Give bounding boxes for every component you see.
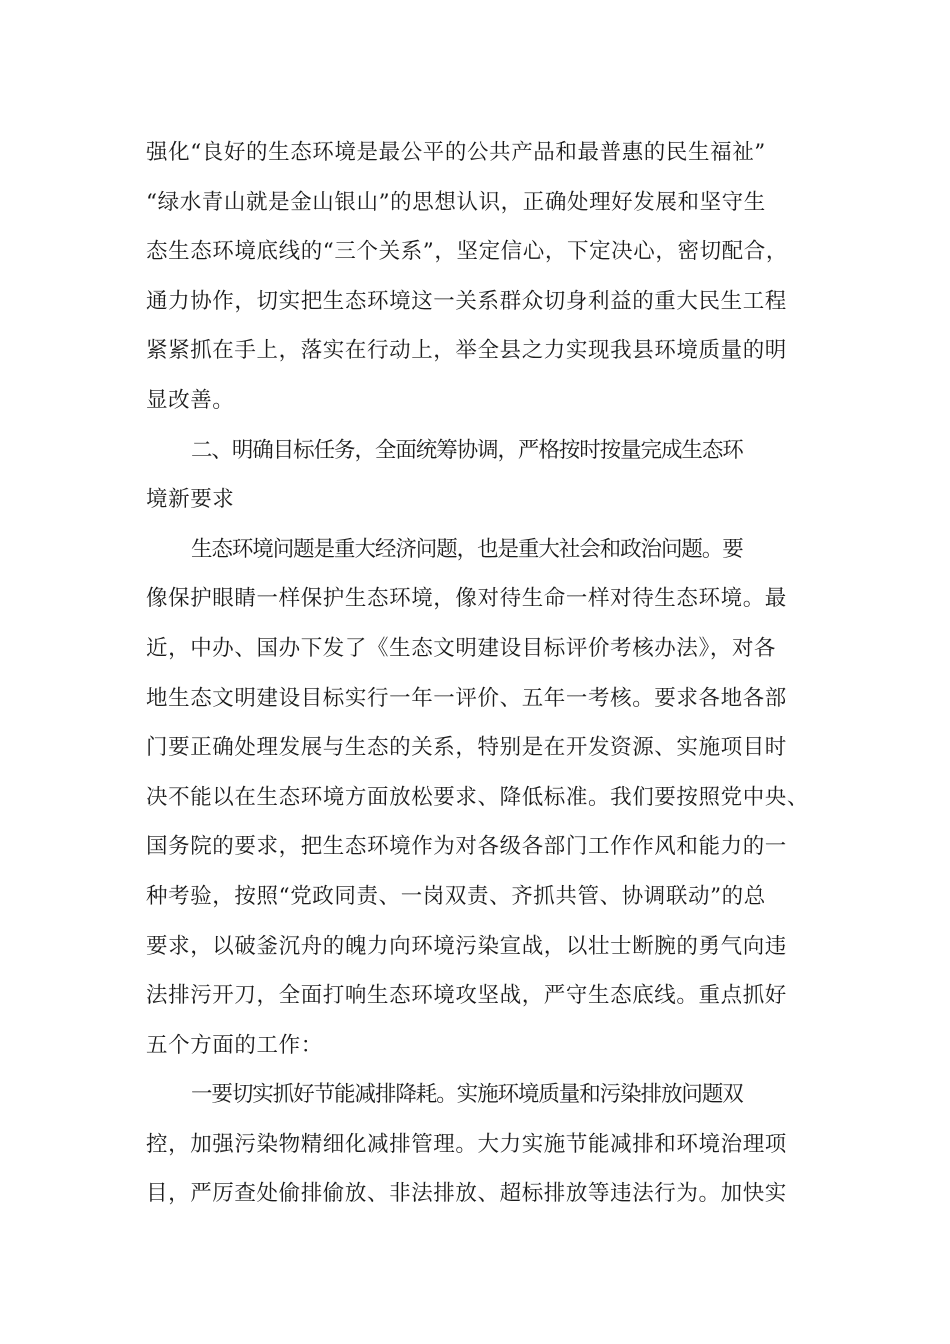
text-line: 五个方面的工作： — [146, 1032, 323, 1058]
text-line: “绿水青山就是金山银山”的思想认识，正确处理好发展和坚守生 — [146, 189, 766, 215]
text-line: 国务院的要求，把生态环境作为对各级各部门工作作风和能力的一 — [146, 834, 787, 860]
text-line: 法排污开刀，全面打响生态环境攻坚战，严守生态底线。重点抓好 — [146, 983, 787, 1009]
text-line: 一要切实抓好节能减排降耗。实施环境质量和污染排放问题双 — [191, 1082, 743, 1108]
text-line: 近，中办、国办下发了《生态文明建设目标评价考核办法》，对各 — [146, 635, 777, 661]
text-line: 生态环境问题是重大经济问题，也是重大社会和政治问题。要 — [191, 536, 743, 562]
text-line: 决不能以在生态环境方面放松要求、降低标准。我们要按照党中央、 — [146, 784, 810, 810]
text-line: 紧紧抓在手上，落实在行动上，举全县之力实现我县环境质量的明 — [146, 338, 787, 364]
text-line: 门要正确处理发展与生态的关系，特别是在开发资源、实施项目时 — [146, 735, 787, 761]
body-text — [146, 128, 846, 1219]
text-line: 像保护眼睛一样保护生态环境，像对待生命一样对待生态环境。最 — [146, 586, 787, 612]
text-line: 境新要求 — [146, 487, 235, 513]
text-line: 二、明确目标任务，全面统筹协调，严格按时按量完成生态环 — [191, 437, 743, 463]
text-line: 通力协作，切实把生态环境这一关系群众切身利益的重大民生工程 — [146, 288, 787, 314]
text-line: 强化“良好的生态环境是最公平的公共产品和最普惠的民生福祉” — [146, 140, 766, 165]
text-line: 显改善。 — [146, 387, 235, 413]
text-line: 控，加强污染物精细化减排管理。大力实施节能减排和环境治理项 — [146, 1131, 787, 1157]
text-line: 目，严厉查处偷排偷放、非法排放、超标排放等违法行为。加快实 — [146, 1181, 787, 1207]
text-line: 地生态文明建设目标实行一年一评价、五年一考核。要求各地各部 — [146, 685, 787, 711]
text-line: 种考验，按照“党政同责、一岗双责、齐抓共管、协调联动”的总 — [146, 883, 766, 909]
text-line: 要求，以破釜沉舟的魄力向环境污染宣战，以壮士断腕的勇气向违 — [146, 933, 787, 959]
text-line: 态生态环境底线的“三个关系”，坚定信心，下定决心，密切配合， — [146, 239, 788, 265]
